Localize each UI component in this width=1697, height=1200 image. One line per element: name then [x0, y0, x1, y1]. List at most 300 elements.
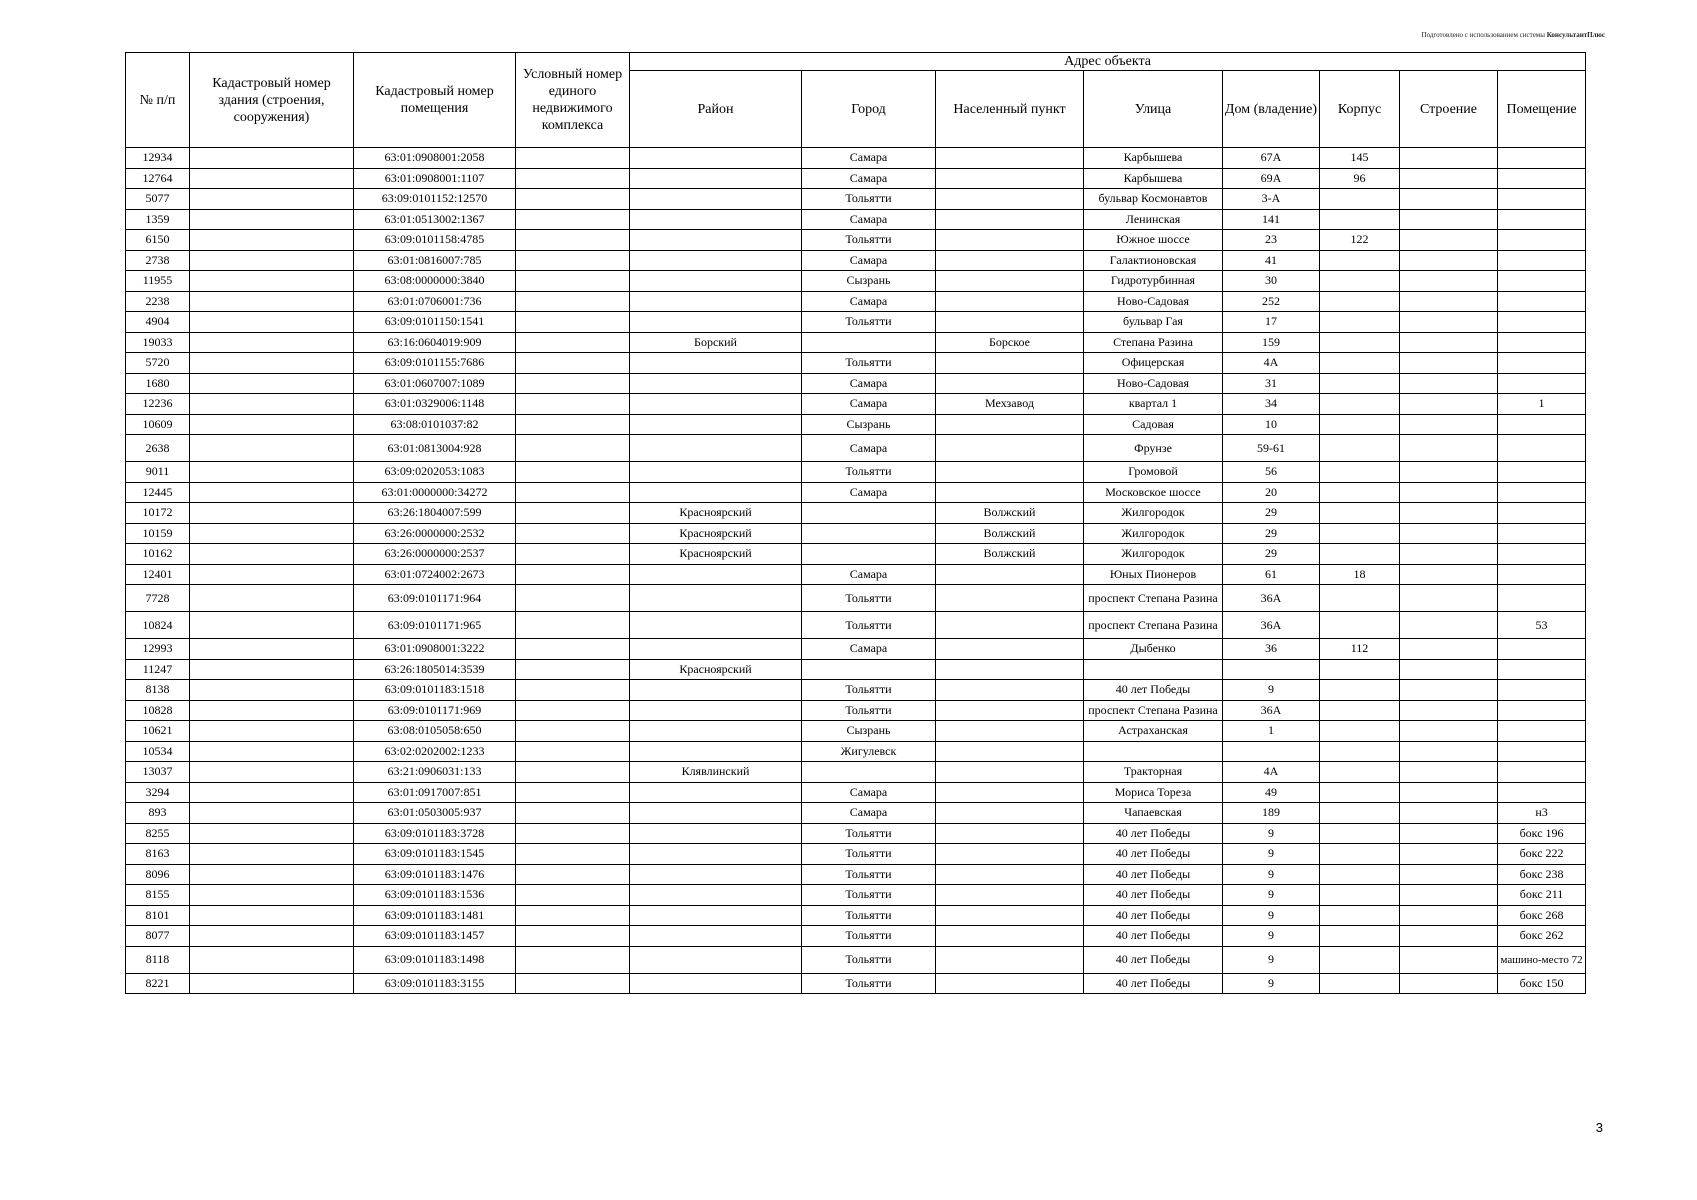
cell-settlement: Волжский [936, 523, 1084, 544]
cell-conditional-number [516, 250, 630, 271]
cell-city: Тольятти [802, 946, 936, 973]
cell-house: 4А [1223, 762, 1320, 783]
cell-korpus [1320, 312, 1400, 333]
cell-pomeschenie: 1 [1498, 394, 1586, 415]
cell-korpus [1320, 394, 1400, 415]
table-row [126, 462, 1586, 483]
cell-house: 61 [1223, 564, 1320, 585]
cell-pomeschenie [1498, 741, 1586, 762]
cell-row-num: 8118 [126, 946, 190, 973]
cell-row-num: 7728 [126, 585, 190, 612]
cell-building-cadastral [190, 291, 354, 312]
cell-stroenie [1400, 741, 1498, 762]
cell-settlement [936, 414, 1084, 435]
cell-building-cadastral [190, 523, 354, 544]
cell-building-cadastral [190, 612, 354, 639]
cell-building-cadastral [190, 250, 354, 271]
cell-street: 40 лет Победы [1084, 946, 1223, 973]
cell-row-num: 10534 [126, 741, 190, 762]
table-row [126, 885, 1586, 906]
cell-pomeschenie: бокс 238 [1498, 864, 1586, 885]
cell-street: проспект Степана Разина [1084, 700, 1223, 721]
cell-conditional-number [516, 844, 630, 865]
cell-city: Сызрань [802, 414, 936, 435]
cell-district [630, 353, 802, 374]
cell-district [630, 168, 802, 189]
cell-row-num: 893 [126, 803, 190, 824]
cell-pomeschenie [1498, 564, 1586, 585]
cell-house: 9 [1223, 864, 1320, 885]
header-settlement: Населенный пункт [936, 71, 1084, 148]
cell-room-cadastral: 63:01:0706001:736 [354, 291, 516, 312]
cell-pomeschenie: машино-место 72 [1498, 946, 1586, 973]
cell-building-cadastral [190, 973, 354, 994]
cell-conditional-number [516, 639, 630, 660]
cell-row-num: 12445 [126, 482, 190, 503]
cell-building-cadastral [190, 230, 354, 251]
cell-settlement [936, 189, 1084, 210]
cell-conditional-number [516, 905, 630, 926]
cell-conditional-number [516, 291, 630, 312]
cell-house: 20 [1223, 482, 1320, 503]
cell-district [630, 250, 802, 271]
cell-settlement [936, 946, 1084, 973]
cell-settlement [936, 721, 1084, 742]
cell-settlement [936, 926, 1084, 947]
cell-city: Тольятти [802, 885, 936, 906]
cell-row-num: 10609 [126, 414, 190, 435]
cell-house: 9 [1223, 973, 1320, 994]
cell-stroenie [1400, 612, 1498, 639]
cell-settlement [936, 905, 1084, 926]
cell-korpus [1320, 905, 1400, 926]
cell-pomeschenie [1498, 782, 1586, 803]
cell-room-cadastral: 63:09:0101183:1545 [354, 844, 516, 865]
cell-row-num: 13037 [126, 762, 190, 783]
cell-korpus [1320, 762, 1400, 783]
cell-settlement [936, 741, 1084, 762]
cell-row-num: 8101 [126, 905, 190, 926]
table-row [126, 435, 1586, 462]
table-row [126, 230, 1586, 251]
table-row [126, 680, 1586, 701]
header-house: Дом (владение) [1223, 71, 1320, 148]
page-number: 3 [1595, 1120, 1603, 1135]
cell-pomeschenie [1498, 353, 1586, 374]
cell-pomeschenie [1498, 659, 1586, 680]
cell-district [630, 271, 802, 292]
cell-settlement [936, 564, 1084, 585]
cell-district [630, 312, 802, 333]
cell-conditional-number [516, 523, 630, 544]
cell-street: Астраханская [1084, 721, 1223, 742]
cell-city: Тольятти [802, 844, 936, 865]
cell-district [630, 612, 802, 639]
cell-city: Тольятти [802, 585, 936, 612]
cell-row-num: 5720 [126, 353, 190, 374]
cell-row-num: 8138 [126, 680, 190, 701]
cell-room-cadastral: 63:09:0101183:1536 [354, 885, 516, 906]
cell-street: Громовой [1084, 462, 1223, 483]
cell-room-cadastral: 63:01:0513002:1367 [354, 209, 516, 230]
table-row [126, 332, 1586, 353]
cell-street: 40 лет Победы [1084, 864, 1223, 885]
cell-street: бульвар Гая [1084, 312, 1223, 333]
cell-korpus [1320, 864, 1400, 885]
table-row [126, 700, 1586, 721]
cell-district [630, 973, 802, 994]
cell-room-cadastral: 63:01:0813004:928 [354, 435, 516, 462]
cell-stroenie [1400, 639, 1498, 660]
cell-stroenie [1400, 844, 1498, 865]
cell-house: 9 [1223, 885, 1320, 906]
table-row [126, 639, 1586, 660]
cell-building-cadastral [190, 659, 354, 680]
cell-row-num: 12934 [126, 148, 190, 169]
cell-district [630, 721, 802, 742]
cell-stroenie [1400, 168, 1498, 189]
cell-city: Тольятти [802, 230, 936, 251]
cell-conditional-number [516, 564, 630, 585]
cell-street: 40 лет Победы [1084, 885, 1223, 906]
cell-room-cadastral: 63:26:1805014:3539 [354, 659, 516, 680]
cell-city: Самара [802, 373, 936, 394]
cell-korpus [1320, 926, 1400, 947]
cell-pomeschenie [1498, 373, 1586, 394]
cell-conditional-number [516, 700, 630, 721]
cell-korpus [1320, 414, 1400, 435]
table-row [126, 564, 1586, 585]
cell-korpus [1320, 803, 1400, 824]
cell-korpus [1320, 946, 1400, 973]
cell-city [802, 762, 936, 783]
cell-house: 9 [1223, 926, 1320, 947]
cell-korpus [1320, 700, 1400, 721]
cell-row-num: 12236 [126, 394, 190, 415]
cell-row-num: 8096 [126, 864, 190, 885]
cell-row-num: 12764 [126, 168, 190, 189]
cell-room-cadastral: 63:09:0101171:969 [354, 700, 516, 721]
cell-pomeschenie [1498, 168, 1586, 189]
cell-room-cadastral: 63:01:0816007:785 [354, 250, 516, 271]
cell-house: 9 [1223, 823, 1320, 844]
cell-city: Самара [802, 394, 936, 415]
cell-city: Самара [802, 168, 936, 189]
cell-house: 69А [1223, 168, 1320, 189]
cell-settlement [936, 680, 1084, 701]
cell-settlement [936, 435, 1084, 462]
cell-building-cadastral [190, 168, 354, 189]
cell-district: Красноярский [630, 544, 802, 565]
cell-conditional-number [516, 230, 630, 251]
cell-settlement [936, 885, 1084, 906]
cell-stroenie [1400, 885, 1498, 906]
cell-stroenie [1400, 462, 1498, 483]
cell-city: Тольятти [802, 353, 936, 374]
cell-district [630, 864, 802, 885]
cell-pomeschenie [1498, 435, 1586, 462]
cell-stroenie [1400, 373, 1498, 394]
header-num: № п/п [126, 53, 190, 148]
cell-city: Самара [802, 482, 936, 503]
cell-room-cadastral: 63:09:0101158:4785 [354, 230, 516, 251]
cell-district [630, 741, 802, 762]
cell-settlement [936, 973, 1084, 994]
cell-street: проспект Степана Разина [1084, 612, 1223, 639]
cell-street: Ново-Садовая [1084, 373, 1223, 394]
table-row [126, 973, 1586, 994]
table-row [126, 209, 1586, 230]
cell-settlement [936, 209, 1084, 230]
cell-building-cadastral [190, 462, 354, 483]
cell-city: Тольятти [802, 973, 936, 994]
cell-room-cadastral: 63:09:0101183:1476 [354, 864, 516, 885]
cell-district [630, 209, 802, 230]
cell-settlement [936, 462, 1084, 483]
cell-district [630, 844, 802, 865]
cell-room-cadastral: 63:01:0503005:937 [354, 803, 516, 824]
cell-district [630, 926, 802, 947]
cell-conditional-number [516, 209, 630, 230]
table-row [126, 394, 1586, 415]
cell-row-num: 9011 [126, 462, 190, 483]
cell-pomeschenie [1498, 700, 1586, 721]
cell-city: Сызрань [802, 271, 936, 292]
cell-room-cadastral: 63:09:0101183:3728 [354, 823, 516, 844]
cell-conditional-number [516, 435, 630, 462]
cell-room-cadastral: 63:01:0908001:3222 [354, 639, 516, 660]
cell-stroenie [1400, 503, 1498, 524]
cell-pomeschenie [1498, 462, 1586, 483]
cell-street: Садовая [1084, 414, 1223, 435]
cell-settlement [936, 762, 1084, 783]
cell-district [630, 639, 802, 660]
cell-street: Карбышева [1084, 148, 1223, 169]
cell-house: 9 [1223, 905, 1320, 926]
cell-stroenie [1400, 148, 1498, 169]
cell-street [1084, 741, 1223, 762]
cell-settlement [936, 291, 1084, 312]
cell-street: Жилгородок [1084, 523, 1223, 544]
cell-korpus [1320, 885, 1400, 906]
table-row [126, 544, 1586, 565]
property-table [125, 52, 1586, 994]
cell-street: Фрунзе [1084, 435, 1223, 462]
cell-street: 40 лет Победы [1084, 926, 1223, 947]
header-note [1422, 31, 1605, 39]
cell-stroenie [1400, 523, 1498, 544]
cell-house: 36А [1223, 585, 1320, 612]
cell-korpus [1320, 741, 1400, 762]
cell-district [630, 148, 802, 169]
cell-district [630, 373, 802, 394]
table-row [126, 905, 1586, 926]
cell-house: 29 [1223, 523, 1320, 544]
cell-settlement [936, 585, 1084, 612]
cell-building-cadastral [190, 503, 354, 524]
cell-stroenie [1400, 762, 1498, 783]
cell-korpus [1320, 373, 1400, 394]
cell-stroenie [1400, 823, 1498, 844]
cell-pomeschenie [1498, 332, 1586, 353]
cell-korpus [1320, 209, 1400, 230]
cell-row-num: 8155 [126, 885, 190, 906]
cell-district [630, 782, 802, 803]
cell-row-num: 8221 [126, 973, 190, 994]
cell-room-cadastral: 63:09:0101183:1498 [354, 946, 516, 973]
cell-row-num: 2638 [126, 435, 190, 462]
cell-house: 36А [1223, 700, 1320, 721]
cell-building-cadastral [190, 544, 354, 565]
cell-row-num: 4904 [126, 312, 190, 333]
table-row [126, 585, 1586, 612]
cell-building-cadastral [190, 189, 354, 210]
cell-building-cadastral [190, 864, 354, 885]
cell-stroenie [1400, 414, 1498, 435]
table-row [126, 482, 1586, 503]
cell-conditional-number [516, 373, 630, 394]
cell-conditional-number [516, 148, 630, 169]
cell-settlement: Волжский [936, 503, 1084, 524]
cell-settlement [936, 612, 1084, 639]
cell-room-cadastral: 63:01:0908001:2058 [354, 148, 516, 169]
cell-city [802, 544, 936, 565]
cell-settlement [936, 168, 1084, 189]
cell-house [1223, 659, 1320, 680]
cell-district [630, 189, 802, 210]
cell-building-cadastral [190, 680, 354, 701]
cell-conditional-number [516, 885, 630, 906]
cell-street: квартал 1 [1084, 394, 1223, 415]
cell-district [630, 823, 802, 844]
table-row [126, 782, 1586, 803]
cell-house: 29 [1223, 544, 1320, 565]
cell-row-num: 10824 [126, 612, 190, 639]
cell-conditional-number [516, 271, 630, 292]
cell-building-cadastral [190, 209, 354, 230]
cell-city [802, 523, 936, 544]
cell-stroenie [1400, 946, 1498, 973]
cell-korpus [1320, 823, 1400, 844]
cell-city: Самара [802, 209, 936, 230]
cell-city: Жигулевск [802, 741, 936, 762]
header-conditional-number: Условный номер единого недвижимого комплекса [516, 53, 630, 148]
table-row [126, 741, 1586, 762]
cell-district [630, 905, 802, 926]
cell-building-cadastral [190, 564, 354, 585]
cell-korpus [1320, 189, 1400, 210]
cell-pomeschenie [1498, 680, 1586, 701]
cell-street: Карбышева [1084, 168, 1223, 189]
cell-row-num: 10621 [126, 721, 190, 742]
cell-building-cadastral [190, 353, 354, 374]
cell-korpus [1320, 659, 1400, 680]
table-row [126, 148, 1586, 169]
cell-korpus [1320, 544, 1400, 565]
cell-stroenie [1400, 544, 1498, 565]
table-row [126, 373, 1586, 394]
cell-conditional-number [516, 803, 630, 824]
cell-conditional-number [516, 680, 630, 701]
cell-city: Тольятти [802, 462, 936, 483]
cell-building-cadastral [190, 782, 354, 803]
table-row [126, 844, 1586, 865]
cell-building-cadastral [190, 803, 354, 824]
cell-row-num: 12401 [126, 564, 190, 585]
cell-building-cadastral [190, 946, 354, 973]
cell-house: 59-61 [1223, 435, 1320, 462]
cell-house: 3-А [1223, 189, 1320, 210]
cell-district [630, 885, 802, 906]
cell-stroenie [1400, 973, 1498, 994]
cell-room-cadastral: 63:08:0101037:82 [354, 414, 516, 435]
cell-korpus: 18 [1320, 564, 1400, 585]
cell-house: 9 [1223, 946, 1320, 973]
cell-street: Жилгородок [1084, 503, 1223, 524]
cell-row-num: 12993 [126, 639, 190, 660]
cell-settlement [936, 250, 1084, 271]
cell-city: Самара [802, 782, 936, 803]
cell-conditional-number [516, 762, 630, 783]
cell-street: 40 лет Победы [1084, 844, 1223, 865]
cell-pomeschenie [1498, 291, 1586, 312]
cell-district [630, 585, 802, 612]
cell-row-num: 1359 [126, 209, 190, 230]
cell-pomeschenie [1498, 414, 1586, 435]
cell-korpus: 112 [1320, 639, 1400, 660]
table-row [126, 312, 1586, 333]
cell-street: 40 лет Победы [1084, 973, 1223, 994]
cell-district [630, 462, 802, 483]
cell-stroenie [1400, 209, 1498, 230]
cell-stroenie [1400, 782, 1498, 803]
cell-row-num: 2238 [126, 291, 190, 312]
cell-street: Жилгородок [1084, 544, 1223, 565]
cell-conditional-number [516, 585, 630, 612]
header-address: Адрес объекта [630, 53, 1586, 71]
cell-pomeschenie: бокс 268 [1498, 905, 1586, 926]
cell-street: Ново-Садовая [1084, 291, 1223, 312]
cell-house: 29 [1223, 503, 1320, 524]
table-row [126, 721, 1586, 742]
cell-street: бульвар Космонавтов [1084, 189, 1223, 210]
cell-settlement [936, 230, 1084, 251]
header-room-cadastral: Кадастровый номер помещения [354, 53, 516, 148]
cell-row-num: 10162 [126, 544, 190, 565]
cell-row-num: 2738 [126, 250, 190, 271]
cell-district [630, 482, 802, 503]
cell-pomeschenie: бокс 150 [1498, 973, 1586, 994]
cell-house: 1 [1223, 721, 1320, 742]
cell-pomeschenie [1498, 503, 1586, 524]
cell-row-num: 10172 [126, 503, 190, 524]
cell-pomeschenie: бокс 211 [1498, 885, 1586, 906]
cell-house: 9 [1223, 844, 1320, 865]
cell-street: Степана Разина [1084, 332, 1223, 353]
cell-settlement [936, 700, 1084, 721]
cell-city: Самара [802, 564, 936, 585]
cell-room-cadastral: 63:01:0724002:2673 [354, 564, 516, 585]
cell-korpus [1320, 721, 1400, 742]
cell-city: Самара [802, 291, 936, 312]
cell-stroenie [1400, 864, 1498, 885]
cell-building-cadastral [190, 271, 354, 292]
cell-room-cadastral: 63:08:0105058:650 [354, 721, 516, 742]
cell-conditional-number [516, 973, 630, 994]
cell-room-cadastral: 63:08:0000000:3840 [354, 271, 516, 292]
cell-stroenie [1400, 312, 1498, 333]
cell-conditional-number [516, 394, 630, 415]
